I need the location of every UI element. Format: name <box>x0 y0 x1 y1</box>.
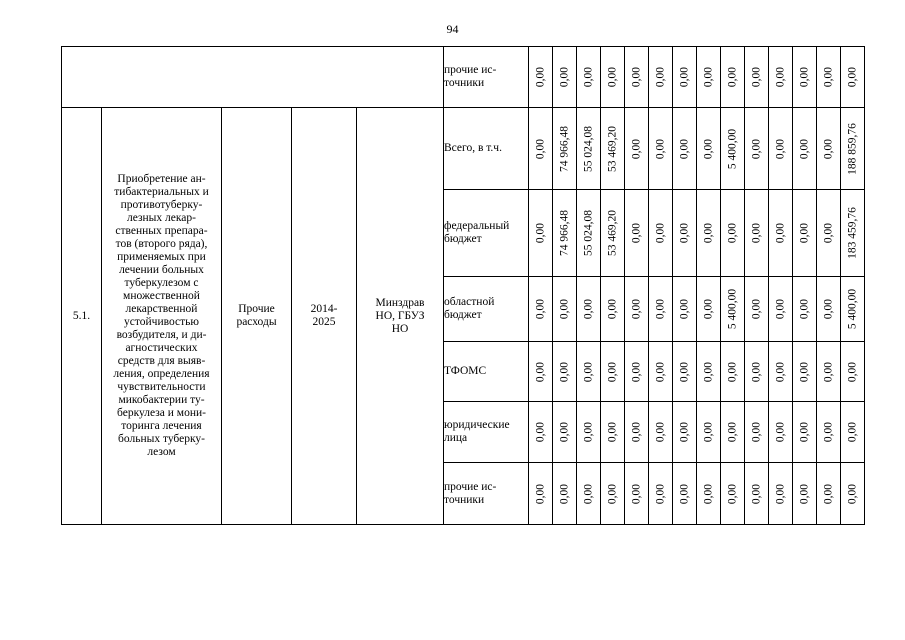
value-cell <box>625 190 649 277</box>
value-text: 0,00 <box>822 222 834 244</box>
value-text: 0,00 <box>606 66 618 88</box>
value-cell <box>697 402 721 463</box>
value-cell <box>553 402 577 463</box>
value-text: 74 966,48 <box>558 125 570 172</box>
source-label: прочие ис- точники <box>444 47 529 108</box>
value-text: 0,00 <box>750 298 762 320</box>
value-cell <box>769 342 793 402</box>
value-cell <box>817 190 841 277</box>
page-number: 94 <box>446 22 459 36</box>
value-text: 0,00 <box>582 421 594 443</box>
value-text: 74 966,48 <box>558 210 570 256</box>
value-cell <box>625 342 649 402</box>
value-cell <box>529 190 553 277</box>
value-text: 0,00 <box>630 361 642 382</box>
value-cell <box>649 108 673 190</box>
value-text: 5 400,00 <box>846 288 858 330</box>
value-text: 0,00 <box>534 222 546 244</box>
value-text: 0,00 <box>822 483 834 504</box>
value-text: 0,00 <box>558 361 570 382</box>
table-row <box>62 47 865 108</box>
value-text: 0,00 <box>534 361 546 382</box>
value-cell <box>745 277 769 342</box>
value-cell <box>577 190 601 277</box>
value-cell <box>721 342 745 402</box>
value-cell <box>553 190 577 277</box>
value-cell <box>625 47 649 108</box>
value-cell <box>721 277 745 342</box>
value-cell <box>841 277 865 342</box>
value-cell <box>577 463 601 525</box>
value-cell <box>529 402 553 463</box>
value-cell <box>793 190 817 277</box>
value-text: 0,00 <box>678 361 690 382</box>
value-cell <box>673 190 697 277</box>
value-cell <box>553 108 577 190</box>
value-text: 0,00 <box>702 483 714 504</box>
value-cell <box>673 342 697 402</box>
value-cell <box>529 277 553 342</box>
value-text: 0,00 <box>822 138 834 159</box>
value-text: 0,00 <box>822 361 834 382</box>
value-text: 0,00 <box>798 138 810 159</box>
value-text: 0,00 <box>774 138 786 159</box>
value-text: 0,00 <box>774 298 786 320</box>
value-text: 0,00 <box>558 298 570 320</box>
value-cell <box>793 342 817 402</box>
value-cell <box>793 47 817 108</box>
value-text: 0,00 <box>846 361 858 382</box>
value-text: 0,00 <box>558 421 570 443</box>
value-text: 0,00 <box>606 421 618 443</box>
value-text: 0,00 <box>822 66 834 88</box>
value-cell <box>817 463 841 525</box>
item-name: Приобретение ан- тибактериальных и противотуберку- лезных лекар- ственных препара- тов (второго ряда), применяемых при лечении больных туберкулезом с множественной лекарственной устойчивостью возбудителя, и ди- агностических средств для выяв- ления, определения чувствительности микобактерии ту- беркулеза и мони- торинга лечения больных туберку- лезом <box>102 108 222 525</box>
value-cell <box>553 277 577 342</box>
value-text: 0,00 <box>702 361 714 382</box>
value-cell <box>745 108 769 190</box>
value-text: 0,00 <box>798 421 810 443</box>
value-cell <box>625 402 649 463</box>
source-label: Всего, в т.ч. <box>444 108 529 190</box>
value-cell <box>841 190 865 277</box>
value-text: 0,00 <box>678 421 690 443</box>
value-cell <box>841 108 865 190</box>
value-cell <box>817 277 841 342</box>
value-cell <box>673 108 697 190</box>
value-text: 0,00 <box>678 298 690 320</box>
value-text: 0,00 <box>750 222 762 244</box>
value-cell <box>553 463 577 525</box>
value-text: 0,00 <box>726 222 738 244</box>
value-cell <box>577 342 601 402</box>
value-cell <box>745 463 769 525</box>
value-cell <box>625 463 649 525</box>
value-cell <box>697 190 721 277</box>
value-text: 0,00 <box>630 222 642 244</box>
value-text: 0,00 <box>534 138 546 159</box>
value-text: 0,00 <box>582 66 594 88</box>
value-cell <box>649 47 673 108</box>
value-cell <box>817 342 841 402</box>
value-text: 0,00 <box>558 66 570 88</box>
source-label: областной бюджет <box>444 277 529 342</box>
value-cell <box>601 463 625 525</box>
value-text: 0,00 <box>774 66 786 88</box>
value-text: 0,00 <box>654 66 666 88</box>
value-text: 0,00 <box>702 66 714 88</box>
value-text: 53 469,20 <box>606 210 618 256</box>
value-text: 0,00 <box>654 298 666 320</box>
value-cell <box>817 108 841 190</box>
value-cell <box>745 342 769 402</box>
period: 2014- 2025 <box>292 108 357 525</box>
value-text: 0,00 <box>702 138 714 159</box>
value-text: 0,00 <box>534 421 546 443</box>
executor: Минздрав НО, ГБУЗ НО <box>357 108 444 525</box>
value-cell <box>601 342 625 402</box>
value-cell <box>553 342 577 402</box>
value-cell <box>577 402 601 463</box>
value-text: 188 859,76 <box>846 122 858 175</box>
value-cell <box>841 402 865 463</box>
value-text: 0,00 <box>630 421 642 443</box>
value-text: 0,00 <box>678 66 690 88</box>
value-text: 0,00 <box>606 298 618 320</box>
value-cell <box>817 47 841 108</box>
value-text: 0,00 <box>606 361 618 382</box>
value-text: 5 400,00 <box>726 288 738 330</box>
value-text: 0,00 <box>798 361 810 382</box>
value-text: 0,00 <box>534 66 546 88</box>
value-cell <box>841 342 865 402</box>
value-text: 0,00 <box>726 66 738 88</box>
source-label: юридические лица <box>444 402 529 463</box>
value-cell <box>745 47 769 108</box>
value-text: 0,00 <box>726 361 738 382</box>
value-cell <box>721 108 745 190</box>
value-text: 0,00 <box>678 483 690 504</box>
value-text: 0,00 <box>702 421 714 443</box>
value-text: 0,00 <box>654 421 666 443</box>
value-cell <box>673 463 697 525</box>
value-cell <box>745 402 769 463</box>
value-cell <box>721 402 745 463</box>
value-text: 0,00 <box>846 66 858 88</box>
value-text: 0,00 <box>702 298 714 320</box>
value-text: 0,00 <box>582 361 594 382</box>
value-cell <box>769 463 793 525</box>
value-text: 0,00 <box>654 138 666 159</box>
value-cell <box>721 463 745 525</box>
value-text: 0,00 <box>534 483 546 504</box>
value-text: 0,00 <box>774 361 786 382</box>
value-text: 0,00 <box>654 222 666 244</box>
value-cell <box>769 190 793 277</box>
value-text: 0,00 <box>534 298 546 320</box>
value-text: 5 400,00 <box>726 128 738 169</box>
budget-table <box>61 46 865 525</box>
value-text: 0,00 <box>630 298 642 320</box>
value-cell <box>529 47 553 108</box>
value-cell <box>601 190 625 277</box>
value-text: 53 469,20 <box>606 125 618 172</box>
value-text: 0,00 <box>750 361 762 382</box>
value-cell <box>649 342 673 402</box>
value-text: 0,00 <box>774 421 786 443</box>
value-cell <box>649 277 673 342</box>
value-text: 0,00 <box>798 66 810 88</box>
value-text: 0,00 <box>846 483 858 504</box>
expense-type: Прочие расходы <box>222 108 292 525</box>
value-text: 0,00 <box>630 66 642 88</box>
value-cell <box>697 342 721 402</box>
value-cell <box>697 277 721 342</box>
value-text: 55 024,08 <box>582 125 594 172</box>
value-cell <box>697 463 721 525</box>
table-row <box>62 108 865 190</box>
value-cell <box>721 47 745 108</box>
value-text: 0,00 <box>798 483 810 504</box>
value-cell <box>817 402 841 463</box>
value-text: 0,00 <box>798 222 810 244</box>
value-text: 0,00 <box>822 421 834 443</box>
value-text: 0,00 <box>774 222 786 244</box>
value-text: 0,00 <box>678 222 690 244</box>
value-cell <box>601 108 625 190</box>
value-text: 0,00 <box>750 421 762 443</box>
value-cell <box>577 47 601 108</box>
value-text: 0,00 <box>726 483 738 504</box>
value-text: 0,00 <box>582 298 594 320</box>
value-text: 0,00 <box>702 222 714 244</box>
value-cell <box>601 402 625 463</box>
value-cell <box>841 463 865 525</box>
value-cell <box>793 108 817 190</box>
value-cell <box>769 108 793 190</box>
value-text: 0,00 <box>750 483 762 504</box>
value-text: 0,00 <box>654 483 666 504</box>
value-cell <box>769 277 793 342</box>
value-cell <box>745 190 769 277</box>
value-cell <box>601 277 625 342</box>
value-cell <box>793 463 817 525</box>
value-cell <box>601 47 625 108</box>
value-text: 0,00 <box>630 483 642 504</box>
value-cell <box>577 277 601 342</box>
value-cell <box>529 108 553 190</box>
value-text: 0,00 <box>846 421 858 443</box>
value-cell <box>769 402 793 463</box>
value-cell <box>649 190 673 277</box>
value-cell <box>769 47 793 108</box>
value-cell <box>553 47 577 108</box>
value-cell <box>697 47 721 108</box>
value-text: 0,00 <box>750 66 762 88</box>
value-cell <box>841 47 865 108</box>
source-label: федеральный бюджет <box>444 190 529 277</box>
value-text: 0,00 <box>606 483 618 504</box>
value-text: 0,00 <box>726 421 738 443</box>
value-cell <box>529 342 553 402</box>
source-label: ТФОМС <box>444 342 529 402</box>
value-cell <box>649 463 673 525</box>
source-label: прочие ис- точники <box>444 463 529 525</box>
value-cell <box>793 402 817 463</box>
value-cell <box>673 47 697 108</box>
value-cell <box>793 277 817 342</box>
value-text: 55 024,08 <box>582 210 594 256</box>
value-cell <box>625 108 649 190</box>
value-text: 0,00 <box>750 138 762 159</box>
value-text: 183 459,76 <box>846 207 858 259</box>
value-text: 0,00 <box>630 138 642 159</box>
value-text: 0,00 <box>822 298 834 320</box>
value-text: 0,00 <box>558 483 570 504</box>
value-text: 0,00 <box>678 138 690 159</box>
value-text: 0,00 <box>582 483 594 504</box>
value-cell <box>673 402 697 463</box>
value-cell <box>673 277 697 342</box>
value-cell <box>697 108 721 190</box>
value-text: 0,00 <box>774 483 786 504</box>
value-cell <box>625 277 649 342</box>
value-cell <box>649 402 673 463</box>
value-text: 0,00 <box>654 361 666 382</box>
value-cell <box>721 190 745 277</box>
empty-merged-cell <box>62 47 444 108</box>
value-cell <box>577 108 601 190</box>
item-number: 5.1. <box>62 108 102 525</box>
value-cell <box>529 463 553 525</box>
value-text: 0,00 <box>798 298 810 320</box>
